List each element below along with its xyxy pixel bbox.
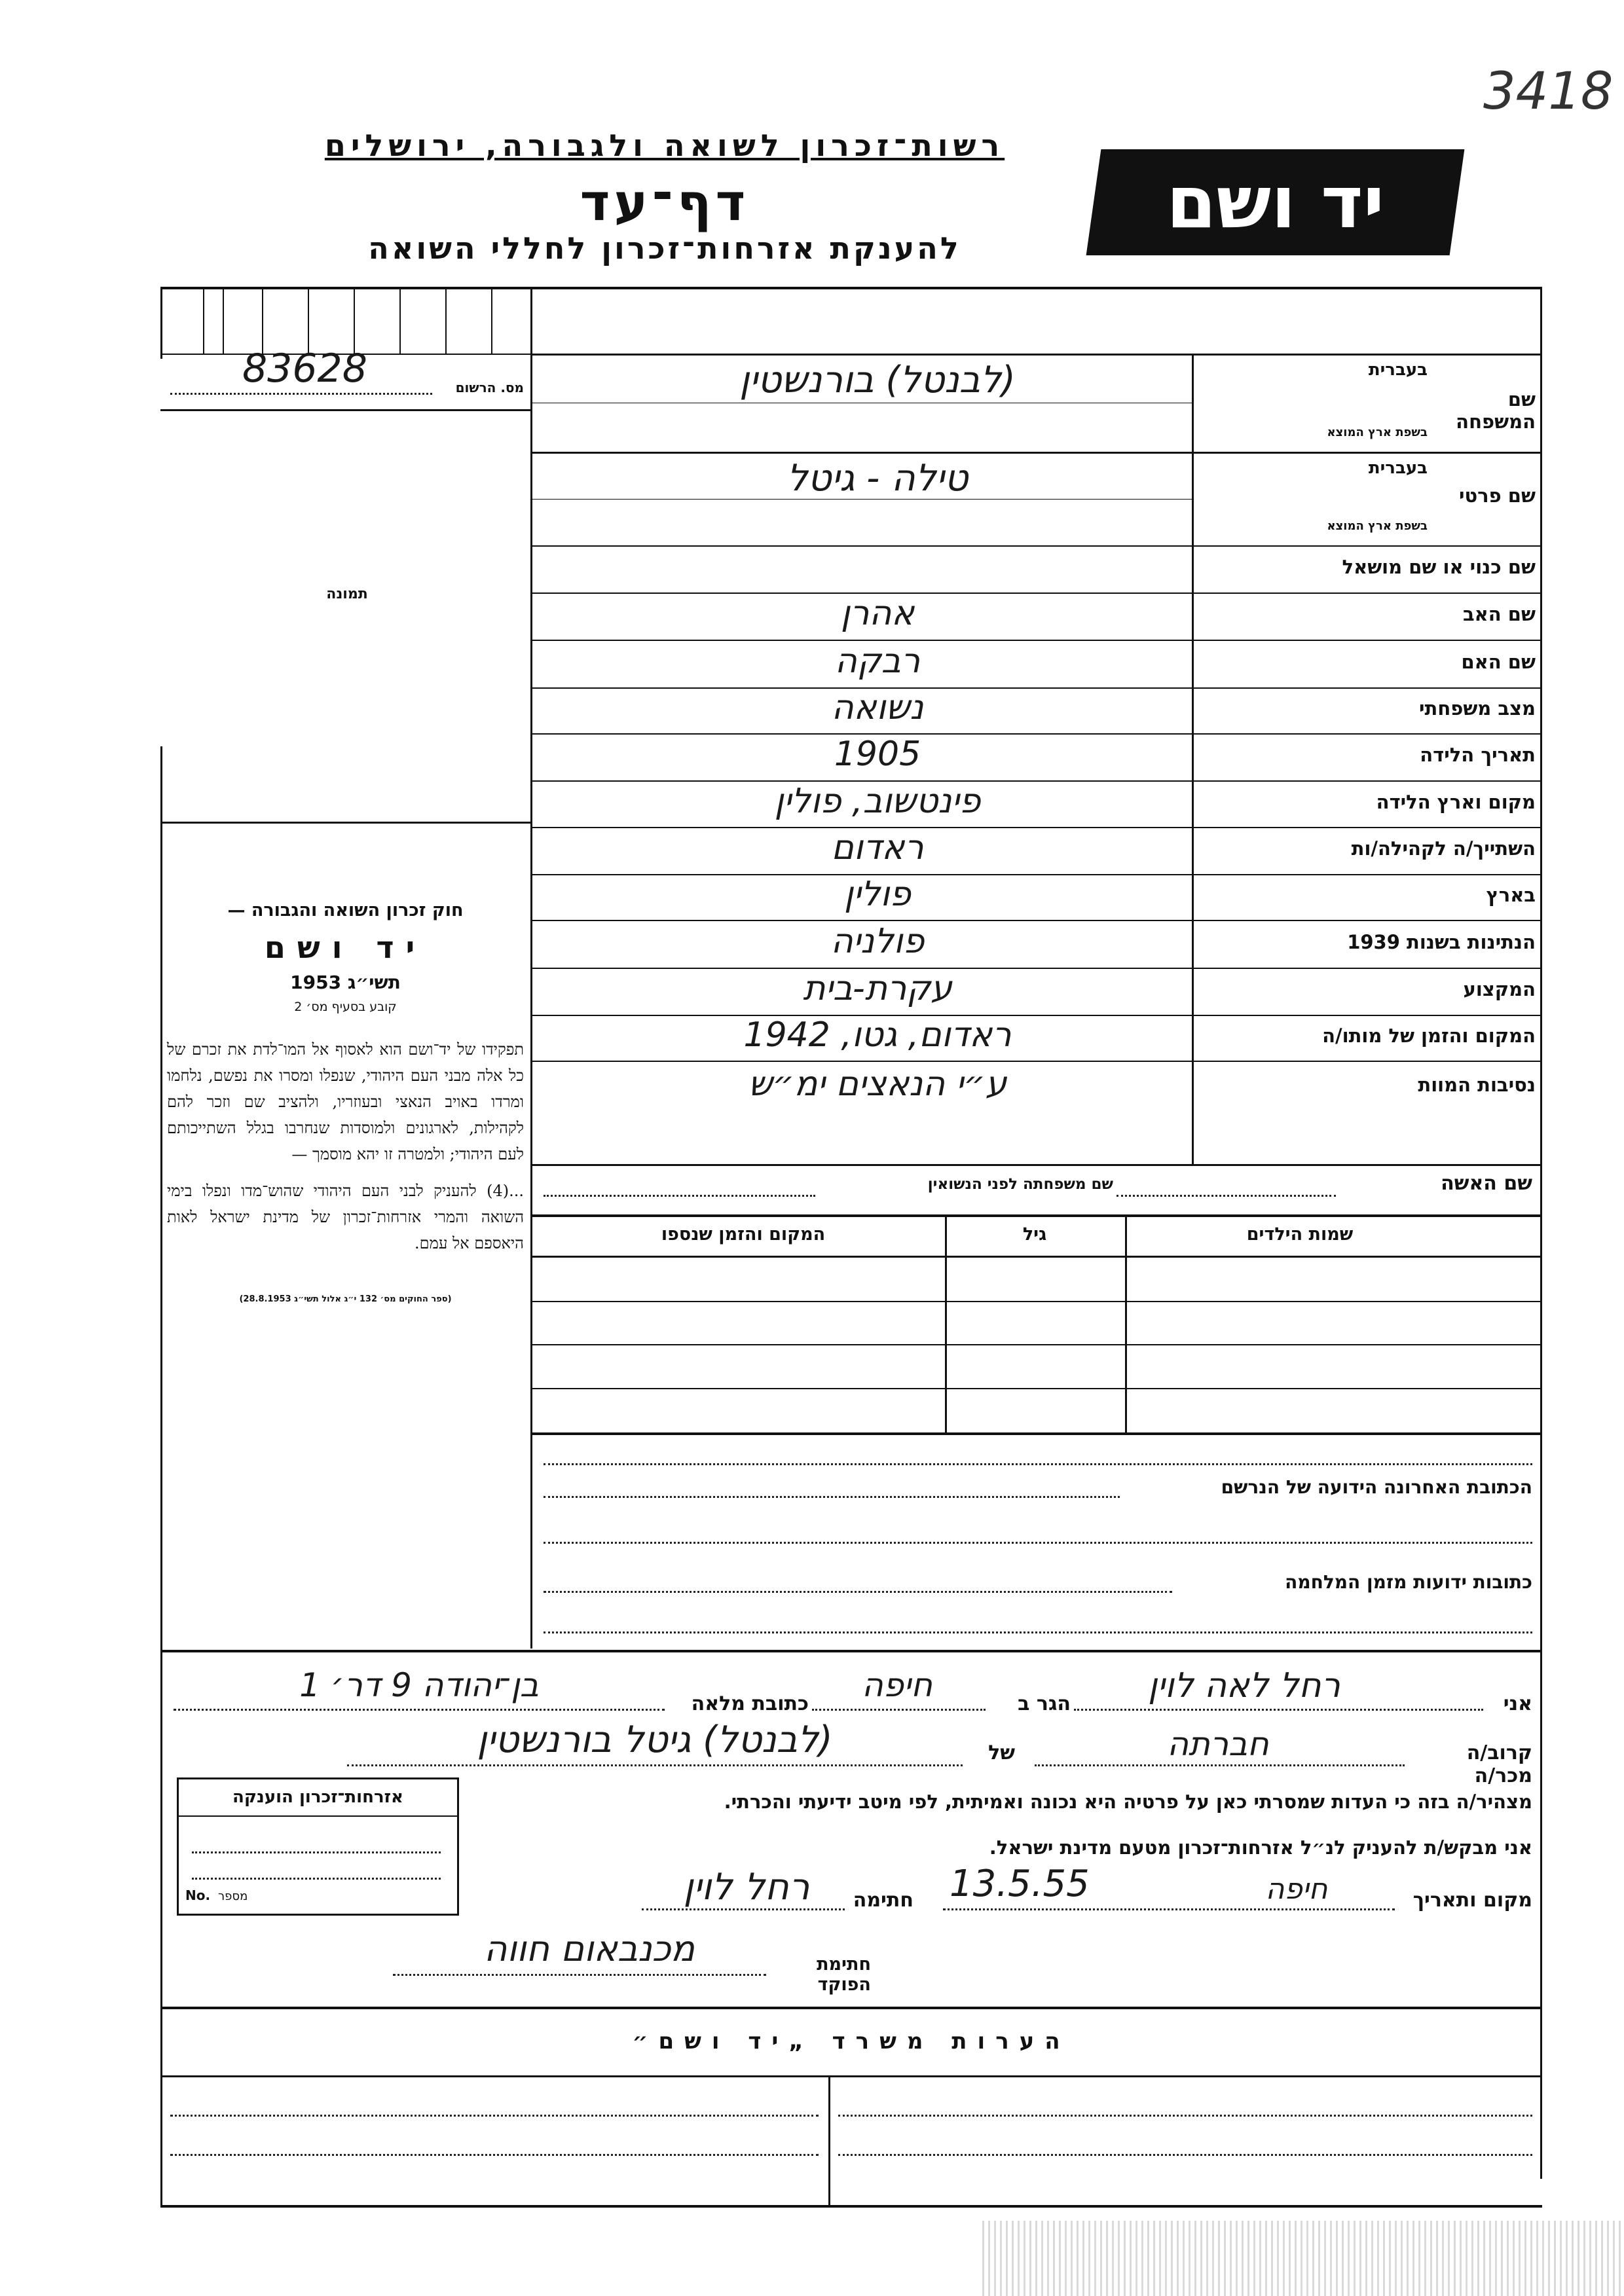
full-address-label: כתובת מלאה bbox=[691, 1692, 809, 1715]
of-label: של bbox=[988, 1741, 1015, 1764]
notes-dots-r1 bbox=[838, 2115, 1532, 2117]
law-title: חוק זכרון השואה והגבורה — bbox=[227, 900, 464, 920]
photo-bottom-line bbox=[160, 822, 530, 824]
tick-2 bbox=[223, 287, 224, 354]
notes-dots-l1 bbox=[170, 2115, 819, 2117]
corner-number: 3418 bbox=[1483, 62, 1614, 121]
stamp-dots-1 bbox=[192, 1851, 441, 1853]
wife-dots-right bbox=[1116, 1195, 1336, 1197]
stamp-number-label: מספר bbox=[218, 1889, 248, 1903]
tick-6 bbox=[399, 287, 401, 354]
of-name: (לבנטל) גיטל בורנשטין bbox=[477, 1719, 833, 1761]
notes-dots-l2 bbox=[170, 2154, 819, 2156]
children-col-1 bbox=[1125, 1214, 1127, 1434]
last-address-label: הכתובת האחרונה הידועה של הנרשם bbox=[1221, 1476, 1532, 1498]
tick-7 bbox=[445, 287, 447, 354]
yad-vashem-logo bbox=[1086, 149, 1465, 255]
authority-title: רשות־זכרון לשואה ולגבורה, ירושלים bbox=[324, 128, 1005, 163]
scan-edge bbox=[982, 2221, 1624, 2296]
children-row-3 bbox=[530, 1388, 1542, 1389]
field-value: 1905 bbox=[834, 735, 921, 774]
field-value: נשואה bbox=[831, 688, 924, 727]
field-label: הנתינות בשנות 1939 bbox=[1347, 930, 1536, 953]
stamp-number-en: No. bbox=[185, 1887, 211, 1903]
field-value: ע״י הנאצים ימ״ש bbox=[748, 1065, 1007, 1104]
notes-dots-r2 bbox=[838, 2154, 1532, 2156]
declarant-city: חיפה bbox=[862, 1666, 932, 1704]
field-row-line bbox=[530, 1061, 1542, 1062]
field-value: אהרן bbox=[840, 594, 915, 633]
field-sub-hebrew: בעברית bbox=[1368, 360, 1428, 380]
request-text: אני מבקש/ת להעניק לנ״ל אזרחות־זכרון מטעם מדינת ישראל. bbox=[989, 1836, 1532, 1859]
registry-label: מס. הרשום bbox=[455, 380, 524, 395]
officer-label: חתימת הפוקד bbox=[817, 1954, 871, 1995]
children-bottom bbox=[530, 1432, 1542, 1435]
field-label: תאריך הלידה bbox=[1420, 744, 1536, 766]
relation-dots bbox=[1035, 1764, 1405, 1766]
field-row-line bbox=[530, 354, 1542, 355]
law-name: יד ושם bbox=[264, 930, 427, 965]
children-row-2 bbox=[530, 1344, 1542, 1345]
field-value: (לבנטל) בורנשטין bbox=[739, 359, 1016, 401]
field-label: שם המשפחה bbox=[1456, 388, 1536, 433]
children-col-2 bbox=[945, 1214, 947, 1434]
children-header-bottom bbox=[530, 1256, 1542, 1258]
field-label: בארץ bbox=[1486, 884, 1536, 906]
relation-value: חברתה bbox=[1167, 1725, 1269, 1763]
field-sub-origin: בשפת ארץ המוצא bbox=[1327, 519, 1428, 533]
tick-5 bbox=[354, 287, 355, 354]
wife-maiden-label: שם משפחתה לפני הנשואין bbox=[927, 1176, 1113, 1193]
wife-dots-left bbox=[544, 1195, 815, 1197]
labels-divider bbox=[1192, 354, 1194, 1165]
tick-1 bbox=[203, 287, 204, 354]
law-para-2: ...(4) להעניק לבני העם היהודי שהוש־מדו ונפלו בימי השואה והמרי אזרחות־זכרון של מדינת ישראל לאות היאספם אל עמם. bbox=[167, 1182, 524, 1252]
law-footnote: (ספר החוקים מס׳ 132 י״ג אלול תשי״ג 28.8.1953) bbox=[239, 1294, 452, 1304]
law-year: תשי״ג 1953 bbox=[290, 972, 401, 993]
wartime-dots-1 bbox=[544, 1591, 1172, 1593]
declaration-text: מצהיר/ה בזה כי העדות שמסרתי כאן על פרטיה היא נכונה ואמיתית, לפי מיטב ידיעתי והכרתי. bbox=[724, 1791, 1532, 1813]
office-notes-title: הערות משרד „יד ושם״ bbox=[632, 2028, 1071, 2054]
wife-top-line bbox=[530, 1164, 1542, 1166]
tick-3 bbox=[262, 287, 263, 354]
form-frame-top bbox=[160, 287, 1542, 289]
field-label: נסיבות המוות bbox=[1418, 1074, 1536, 1096]
photo-label: תמונה bbox=[326, 586, 368, 602]
children-names-header: שמות הילדים bbox=[1246, 1224, 1354, 1245]
last-address-dots-3 bbox=[544, 1542, 1532, 1544]
field-label: השתייך/ה לקהילה/ות bbox=[1351, 837, 1536, 860]
declarant-name: רחל לאה לוין bbox=[1148, 1666, 1340, 1705]
law-clause: קובע בסעיף מס׳ 2 bbox=[294, 1000, 397, 1014]
field-label: שם האם bbox=[1461, 650, 1536, 673]
children-place-header: המקום והזמן שנספו bbox=[661, 1224, 826, 1245]
stamp-title: אזרחות־זכרון הוענקה bbox=[232, 1787, 403, 1807]
city-dots bbox=[812, 1709, 986, 1711]
field-value: רבקה bbox=[834, 641, 921, 681]
children-row-1 bbox=[530, 1301, 1542, 1302]
field-label: שם כנוי או שם מושאל bbox=[1342, 556, 1536, 578]
declarant-ani: אני bbox=[1503, 1692, 1532, 1715]
field-value: ראדום, גטו, 1942 bbox=[743, 1015, 1012, 1055]
children-age-header: גיל bbox=[1022, 1224, 1047, 1245]
field-label: מצב משפחתי bbox=[1418, 697, 1536, 720]
field-value: טילה - גיטל bbox=[786, 457, 969, 500]
field-label: שם האב bbox=[1462, 603, 1536, 625]
stamp-dots-2 bbox=[192, 1878, 441, 1880]
children-header-top bbox=[530, 1214, 1542, 1217]
registry-dots bbox=[170, 393, 432, 395]
field-value: ראדום bbox=[831, 828, 924, 867]
registry-bottom-line bbox=[160, 409, 530, 411]
law-para-1: תפקידו של יד־ושם הוא לאסוף אל המו־לדת את זכרם של כל אלה מבני העם היהודי, שנפלו ומסרו את נפשם, נלחמו ומרדו באויב הנאצי ובעוזריו, ולהציב שם וזכר להם לקהילות, לארגונים ולמוסדות שנחרבו בגלל השתייכותם לעם היהודי; ולמטרה זו יהא מוסמך — bbox=[167, 1040, 524, 1163]
form-title: דף־עד bbox=[580, 173, 750, 232]
notes-header-bottom bbox=[160, 2075, 1542, 2077]
declarant-name-dots bbox=[1074, 1709, 1483, 1711]
officer-dots bbox=[393, 1974, 766, 1976]
full-address: בן־יהודה 9 דר׳ 1 bbox=[299, 1666, 539, 1704]
frame-bottom bbox=[160, 2205, 1542, 2208]
notes-top bbox=[160, 2007, 1542, 2009]
last-address-dots-2 bbox=[544, 1496, 1120, 1498]
frame-left-top bbox=[160, 287, 162, 359]
field-sub-origin: בשפת ארץ המוצא bbox=[1327, 426, 1428, 439]
frame-right bbox=[1540, 287, 1542, 2179]
tick-4 bbox=[308, 287, 309, 354]
relation-label: קרוב/ה מכר/ה bbox=[1466, 1741, 1532, 1787]
field-sub-hebrew: בעברית bbox=[1368, 458, 1428, 478]
tick-8 bbox=[491, 287, 492, 354]
frame-left bbox=[160, 746, 162, 2206]
wartime-dots-2 bbox=[544, 1631, 1532, 1633]
place-date-dots bbox=[943, 1908, 1395, 1910]
signature-dots bbox=[642, 1908, 845, 1910]
field-value: עקרת-בית bbox=[803, 969, 952, 1008]
signature-label: חתימה bbox=[853, 1889, 913, 1912]
place-value: חיפה bbox=[1265, 1872, 1328, 1906]
field-label: המקום והזמן של מותו/ה bbox=[1322, 1025, 1536, 1047]
field-value: פולין bbox=[844, 875, 911, 914]
wife-label: שם האשה bbox=[1441, 1172, 1532, 1195]
officer-signature: מכנבאום חווה bbox=[484, 1928, 695, 1969]
full-address-dots bbox=[174, 1709, 665, 1711]
field-label: שם פרטי bbox=[1458, 484, 1536, 507]
law-box bbox=[167, 900, 524, 1304]
logo-text: יד ושם bbox=[1166, 160, 1385, 244]
notes-divider bbox=[828, 2075, 830, 2206]
resides-label: הגר ב bbox=[1018, 1692, 1071, 1715]
field-label: המקצוע bbox=[1463, 978, 1536, 1000]
field-row-line bbox=[530, 545, 1542, 547]
signature-value: רחל לוין bbox=[683, 1866, 810, 1908]
field-label: מקום וארץ הלידה bbox=[1376, 790, 1536, 813]
field-value: פינטשוב, פולין bbox=[774, 781, 981, 821]
date-value: 13.5.55 bbox=[950, 1863, 1090, 1905]
wartime-address-label: כתובות ידועות מזמן המלחמה bbox=[1285, 1571, 1532, 1593]
addresses-bottom bbox=[160, 1650, 1542, 1652]
last-address-dots-1 bbox=[544, 1463, 1532, 1465]
place-date-label: מקום ותאריך bbox=[1412, 1889, 1532, 1912]
field-value: פולניה bbox=[830, 921, 925, 961]
stamp-box bbox=[177, 1777, 459, 1916]
form-subtitle: להענקת אזרחות־זכרון לחללי השואה bbox=[368, 230, 961, 266]
registry-number: 83628 bbox=[242, 346, 367, 392]
field-row-line bbox=[530, 452, 1542, 454]
of-name-dots bbox=[347, 1764, 963, 1766]
